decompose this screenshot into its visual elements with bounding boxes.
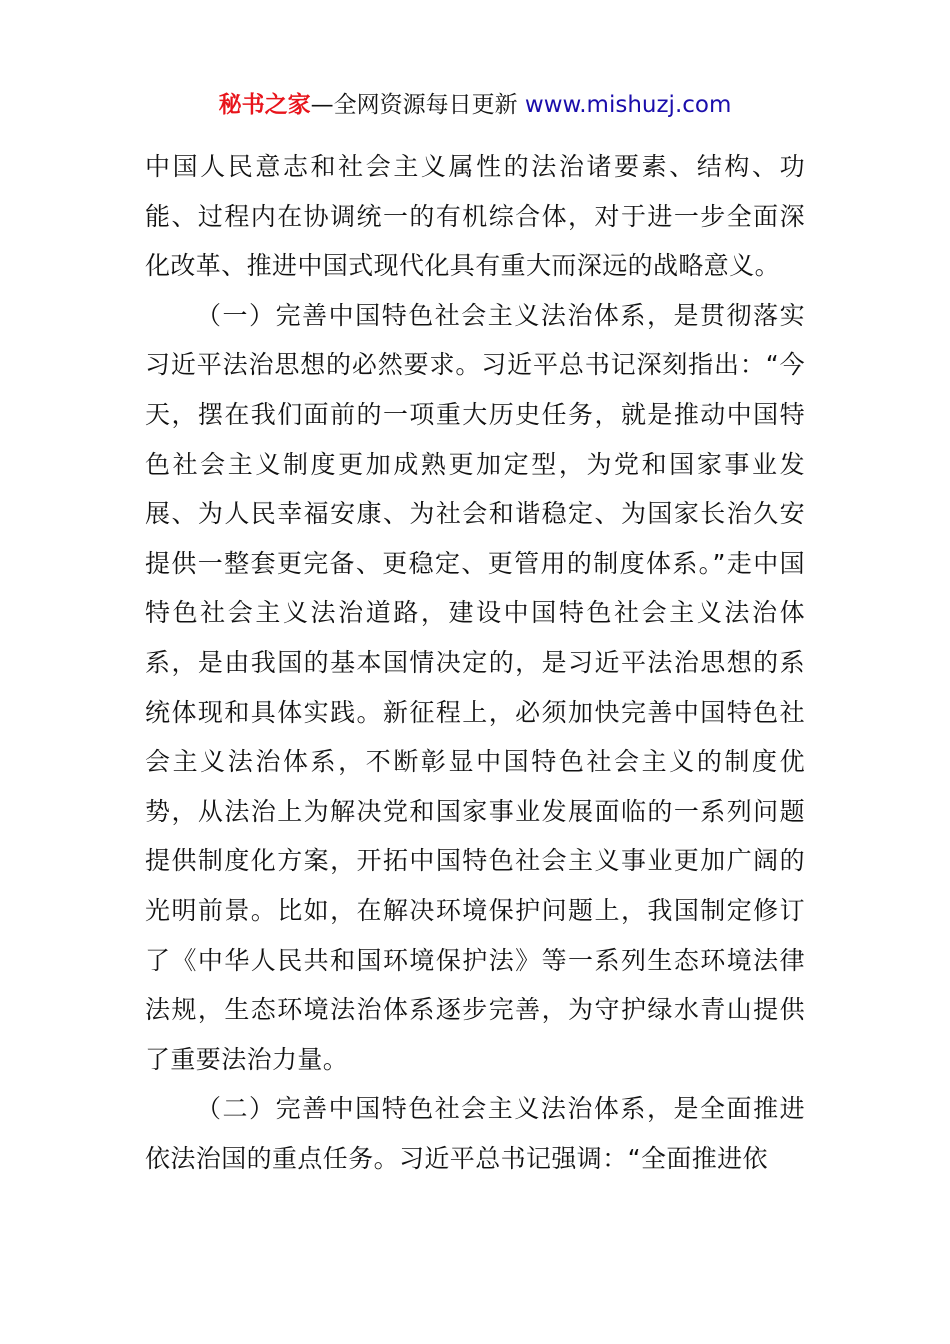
paragraph-continuation: 中国人民意志和社会主义属性的法治诸要素、结构、功能、过程内在协调统一的有机综合体，对于进一步全面深化改革、推进中国式现代化具有重大而深远的战略意义。 xyxy=(145,152,805,281)
paragraph-section-one: （一）完善中国特色社会主义法治体系，是贯彻落实习近平法治思想的必然要求。习近平总书记深刻指出：“今天，摆在我们面前的一项重大历史任务，就是推动中国特色社会主义制度更加成熟更加定型，为党和国家事业发展、为人民幸福安康、为社会和谐稳定、为国家长治久安提供一整套更完备、更稳定、更管用的制度体系。”走中国特色社会主义法治道路，建设中国特色社会主义法治体系，是由我国的基本国情决定的，是习近平法治思想的系统体现和具体实践。新征程上，必须加快完善中国特色社会主义法治体系，不断彰显中国特色社会主义的制度优势，从法治上为解决党和国家事业发展面临的一系列问题提供制度化方案，开拓中国特色社会主义事业更加广阔的光明前景。比如，在解决环境保护问题上，我国制定修订了《中华人民共和国环境保护法》等一系列生态环境法律法规，生态环境法治体系逐步完善，为守护绿水青山提供了重要法治力量。 xyxy=(145,300,805,1074)
document-header xyxy=(0,88,950,122)
document-body xyxy=(145,142,805,1183)
paragraph-section-two: （二）完善中国特色社会主义法治体系，是全面推进依法治国的重点任务。习近平总书记强调：“全面推进依 xyxy=(145,1094,805,1173)
header-tagline: —全网资源每日更新 xyxy=(310,92,525,118)
site-url-link[interactable]: www.mishuzj.com xyxy=(524,92,732,118)
brand-name: 秘书之家 xyxy=(218,92,311,118)
